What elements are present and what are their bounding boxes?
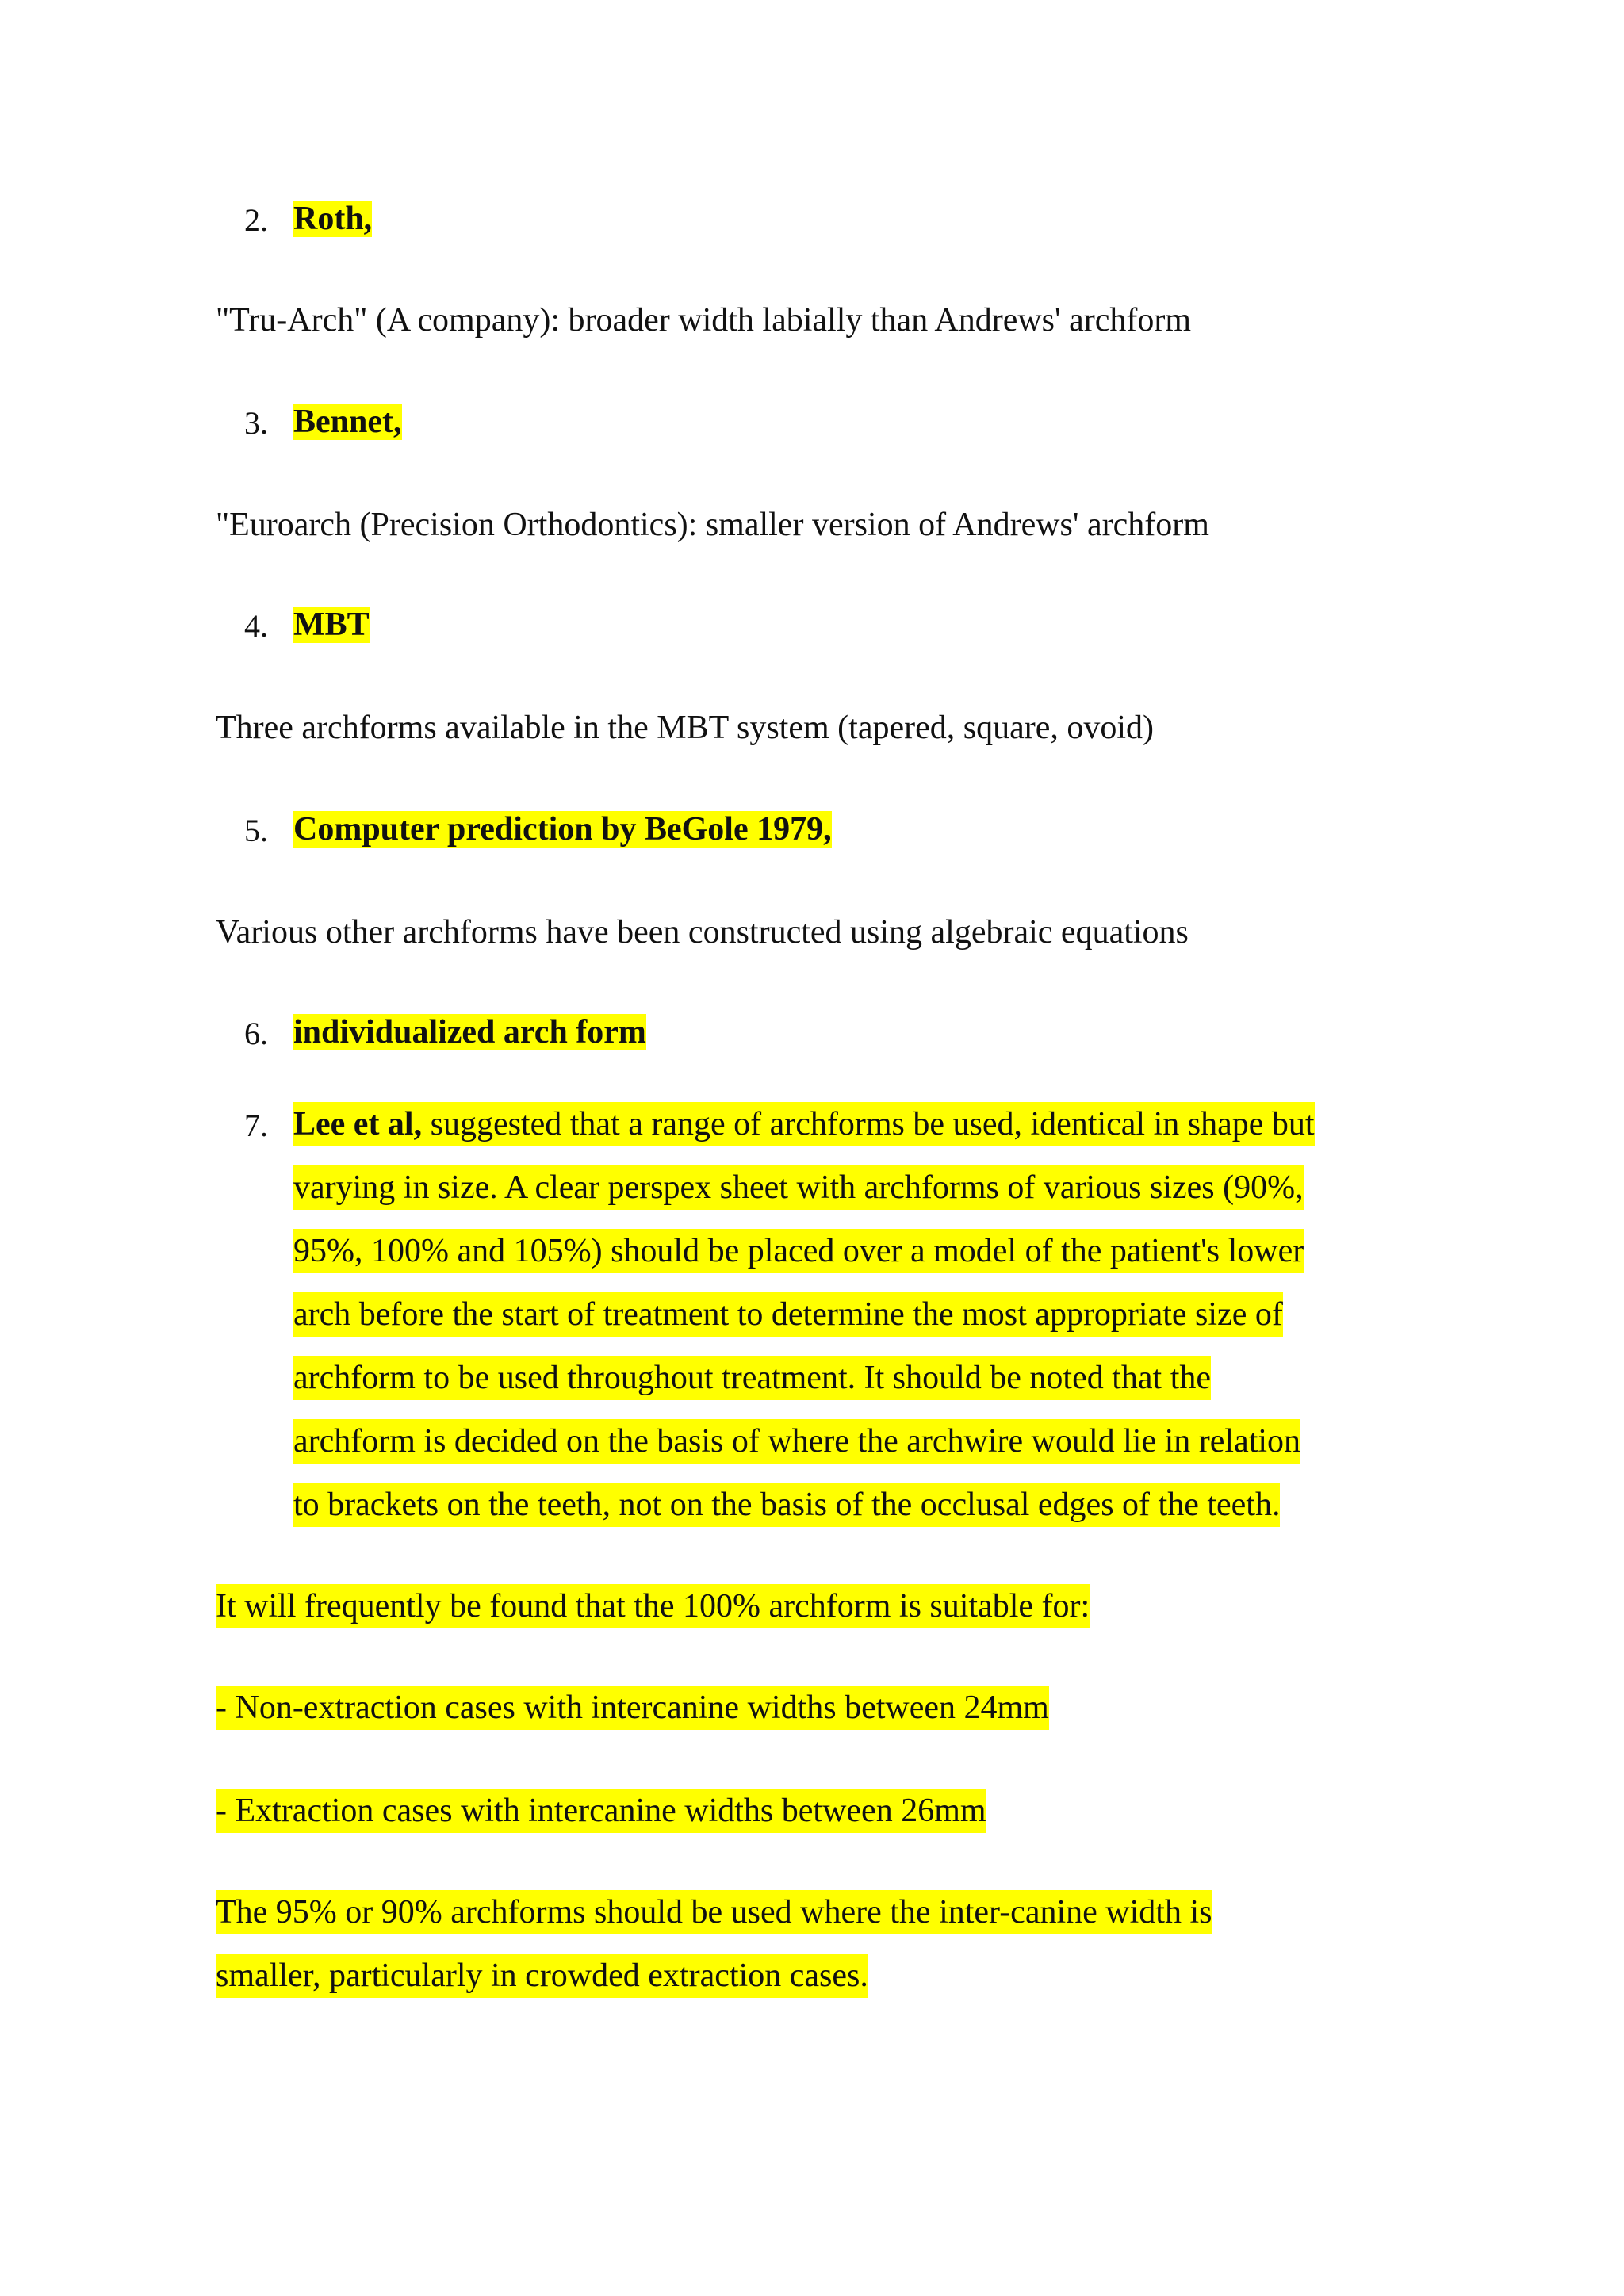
lee-line-2: varying in size. A clear perspex sheet with archforms of various sizes (90%, — [293, 1165, 1304, 1210]
list-item-title — [293, 603, 370, 647]
note-smaller-1: The 95% or 90% archforms should be used where the inter-canine width is — [216, 1890, 1212, 1934]
list-number: 2. — [244, 202, 268, 238]
lee-line-7: to brackets on the teeth, not on the basis of the occlusal edges of the teeth. — [293, 1483, 1280, 1527]
highlighted-title: Bennet, — [293, 404, 402, 440]
list-item-title — [293, 1010, 646, 1054]
paragraph: "Euroarch (Precision Orthodontics): smaller version of Andrews' archform — [216, 507, 1209, 543]
paragraph: Various other archforms have been constructed using algebraic equations — [216, 914, 1189, 951]
list-item-title — [293, 400, 402, 444]
lee-line-5: archform to be used throughout treatment. It should be noted that the — [293, 1356, 1211, 1400]
highlighted-title: MBT — [293, 607, 370, 643]
paragraph: Three archforms available in the MBT system (tapered, square, ovoid) — [216, 710, 1154, 746]
highlighted-title: Roth, — [293, 201, 373, 237]
lee-line-3: 95%, 100% and 105%) should be placed over a model of the patient's lower — [293, 1229, 1304, 1273]
list-number: 5. — [244, 813, 268, 848]
lee-line-4: arch before the start of treatment to determine the most appropriate size of — [293, 1292, 1283, 1337]
list-number: 6. — [244, 1016, 268, 1051]
lee-line-6: archform is decided on the basis of where the archwire would lie in relation — [293, 1419, 1300, 1464]
lee-text: suggested that a range of archforms be used, identical in shape but — [422, 1106, 1315, 1142]
note-smaller-2: smaller, particularly in crowded extraction cases. — [216, 1954, 868, 1998]
highlighted-title: Computer prediction by BeGole 1979, — [293, 811, 832, 848]
highlighted-title: individualized arch form — [293, 1014, 646, 1050]
list-number: 7. — [244, 1108, 268, 1143]
note-extraction: - Extraction cases with intercanine widths between 26mm — [216, 1789, 986, 1833]
note-frequent: It will frequently be found that the 100% archform is suitable for: — [216, 1584, 1090, 1628]
list-number: 4. — [244, 608, 268, 644]
paragraph: "Tru-Arch" (A company): broader width labially than Andrews' archform — [216, 302, 1191, 339]
list-item-title — [293, 197, 372, 241]
lee-title: Lee et al, — [293, 1106, 423, 1142]
list-item-title — [293, 807, 832, 851]
lee-line-1 — [293, 1102, 1315, 1146]
list-number: 3. — [244, 405, 268, 441]
note-non-extraction: - Non-extraction cases with intercanine widths between 24mm — [216, 1686, 1049, 1730]
